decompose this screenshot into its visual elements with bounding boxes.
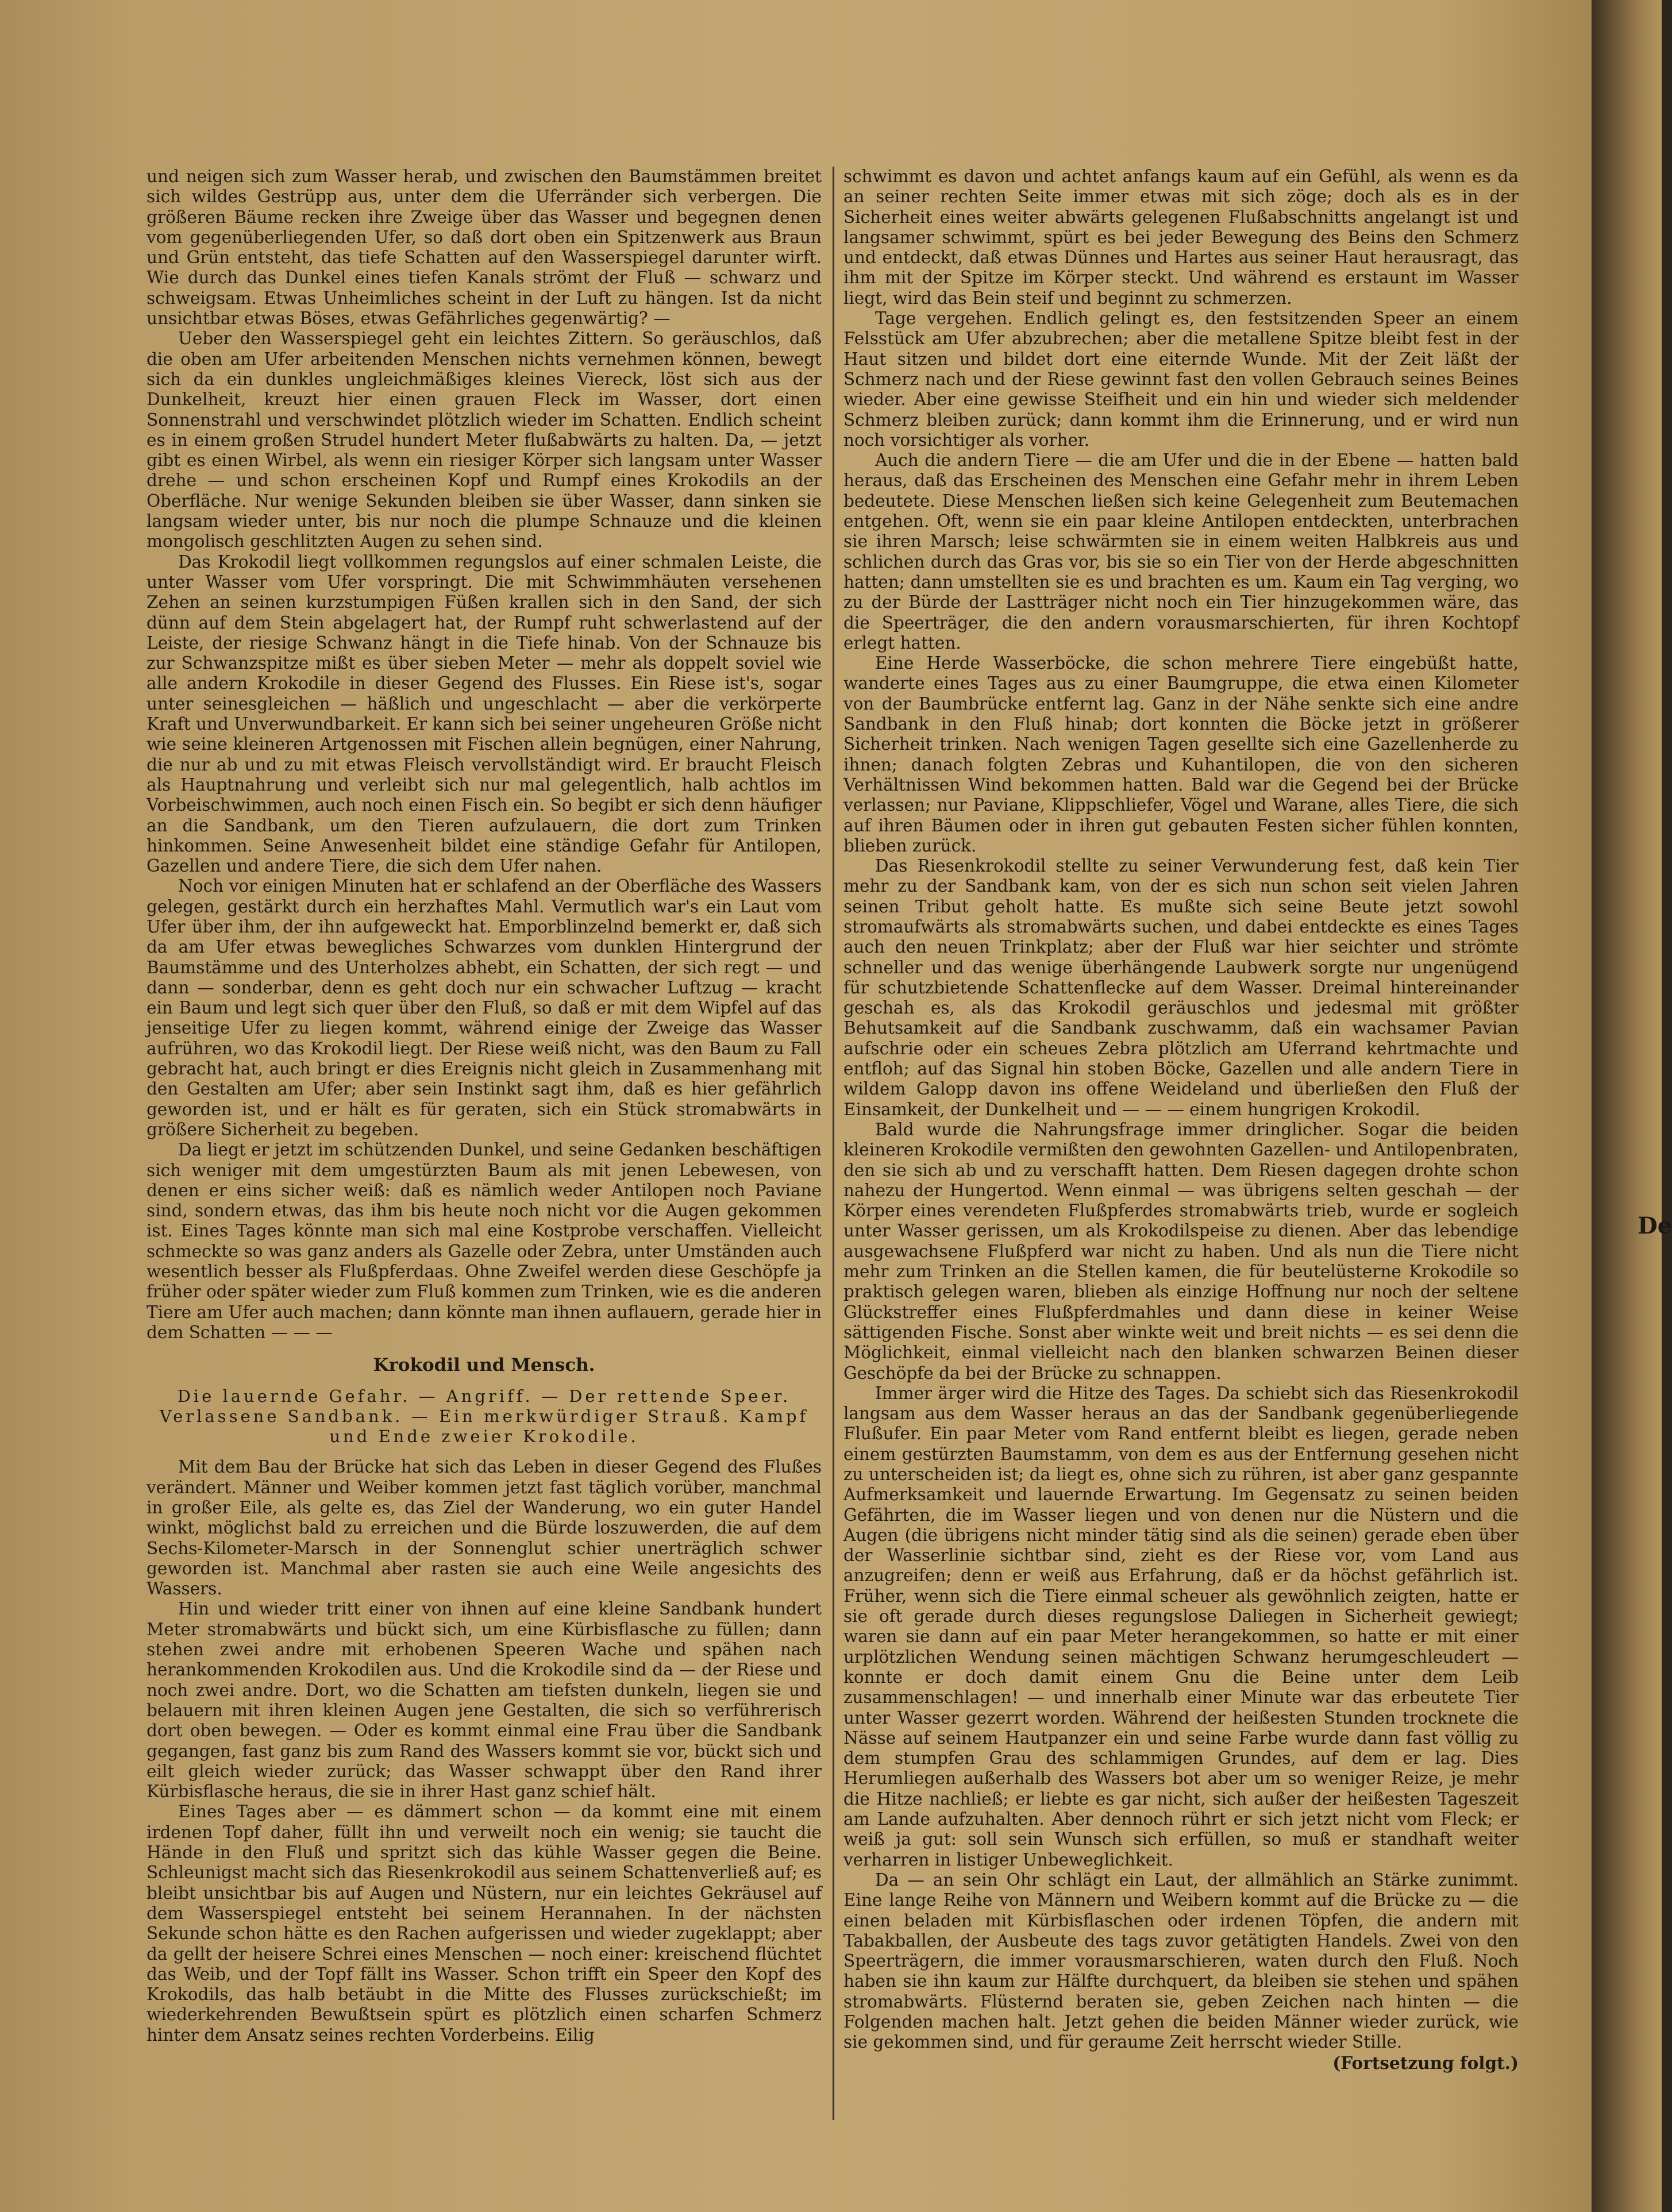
paragraph: Eines Tages aber — es dämmert schon — da kommt eine mit einem irdenen Topf daher, füllt ihn und verweilt noch ein wenig; sie taucht die Hände in den Fluß und spritzt sich das kühle Wasser gegen die Beine. Schleunigst macht sich das Riesenkrokodil aus seinem Schattenverließ auf; es bleibt unsichtbar bis auf Augen und Nüstern, nur ein leichtes Gekräusel auf dem Wasserspiegel entsteht bei seinem Herannahen. In der nächsten Sekunde schon hätte es den Rachen aufgerissen und wieder zugeklappt; aber da gellt der heisere Schrei eines Menschen — noch einer: kreischend flüchtet das Weib, und der Topf fällt ins Wasser. Schon trifft ein Speer den Kopf des Krokodils, das halb betäubt in die Mitte des Flusses zurückschießt; im wiederkehrenden Bewußtsein spürt es plötzlich einen scharfen Schmerz hinter dem Ansatz seines rechten Vorderbeins. Eilig: [147, 1802, 822, 2045]
paragraph: Hin und wieder tritt einer von ihnen auf eine kleine Sandbank hundert Meter stromabwärts und bückt sich, um eine Kürbisflasche zu füllen; dann stehen zwei andre mit erhobenen Speeren Wache und spähen nach herankommenden Krokodilen aus. Und die Krokodile sind da — der Riese und noch zwei andre. Dort, wo die Schatten am tiefsten dunkeln, liegen sie und belauern mit ihren kleinen Augen jene Gestalten, die sich so verführerisch dort oben bewegen. — Oder es kommt einmal eine Frau über die Sandbank gegangen, fast ganz bis zum Rand des Wassers kommt sie vor, bückt sich und eilt gleich wieder zurück; das Wasser schwappt über den Rand ihrer Kürbisflasche heraus, die sie in ihrer Hast ganz schief hält.: [147, 1599, 822, 1802]
paragraph: Das Riesenkrokodil stellte zu seiner Verwunderung fest, daß kein Tier mehr zu der Sandbank kam, von der es sich nun schon seit vielen Jahren seinen Tribut geholt hatte. Es mußte sich seine Beute jetzt sowohl stromaufwärts als stromabwärts suchen, und dabei entdeckte es eines Tages auch den neuen Trinkplatz; aber der Fluß war hier seichter und strömte schneller und das wenige überhängende Laubwerk sorgte nur ungenügend für schutzbietende Schattenflecke auf dem Wasser. Dreimal hintereinander geschah es, als das Krokodil geräuschlos und jedesmal mit größter Behutsamkeit auf die Sandbank zuschwamm, daß ein wachsamer Pavian aufschrie oder ein scheues Zebra plötzlich am Uferrand kehrtmachte und entfloh; auf das Signal hin stoben Böcke, Gazellen und alle andern Tiere in wildem Galopp davon ins offene Weideland und überließen den Fluß der Einsamkeit, der Dunkelheit und — — — einem hungrigen Krokodil.: [843, 856, 1519, 1119]
paragraph: Immer ärger wird die Hitze des Tages. Da schiebt sich das Riesenkrokodil langsam aus dem Wasser heraus an das der Sandbank gegenüberliegende Flußufer. Ein paar Meter vom Rand entfernt bleibt es liegen, gerade neben einem gestürzten Baumstamm, von dem es aus der Entfernung gesehen nicht zu unterscheiden ist; da liegt es, ohne sich zu rühren, ist aber ganz gespannte Aufmerksamkeit und lauernde Erwartung. Im Gegensatz zu seinen beiden Gefährten, die im Wasser liegen und von denen nur die Nüstern und die Augen (die übrigens nicht minder tätig sind als die seinen) gerade eben über der Wasserlinie sichtbar sind, zieht es der Riese vor, vom Land aus anzugreifen; denn er weiß aus Erfahrung, daß er da höchst gefährlich ist. Früher, wenn sich die Tiere einmal scheuer als gewöhnlich zeigten, hatte er sie oft gerade durch dieses regungslose Daliegen in Sicherheit gewiegt; waren sie dann auf ein paar Meter herangekommen, so hatte er mit einer urplötzlichen Wendung seinen mächtigen Schwanz herumgeschleudert — konnte er doch damit einem Gnu die Beine unter dem Leib zusammenschlagen! — und innerhalb einer Minute war das erbeutete Tier unter Wasser gezerrt worden. Während der heißesten Stunden trocknete die Nässe auf seinem Hautpanzer ein und seine Farbe wurde dann fast völlig zu dem stumpfen Grau des schlammigen Grundes, auf dem er lag. Dies Herumliegen außerhalb des Wassers bot aber um so weniger Reize, je mehr die Hitze nachließ; er liebte es gar nicht, sich außer der heißesten Tageszeit am Lande aufzuhalten. Aber dennoch rührt er sich jetzt nicht vom Fleck; er weiß ja gut: soll sein Wunsch sich erfüllen, so muß er standhaft weiter verharren in listiger Unbeweglichkeit.: [843, 1383, 1519, 1870]
paragraph: Ueber den Wasserspiegel geht ein leichtes Zittern. So geräuschlos, daß die oben am Ufer arbeitenden Menschen nichts vernehmen können, bewegt sich da ein dunkles ungleichmäßiges kleines Viereck, löst sich aus der Dunkelheit, kreuzt hier einen grauen Fleck im Wasser, dort einen Sonnenstrahl und verschwindet plötzlich wieder im Schatten. Endlich scheint es in einem großen Strudel hundert Meter flußabwärts zu halten. Da, — jetzt gibt es einen Wirbel, als wenn ein riesiger Körper sich langsam unter Wasser drehe — und schon erscheinen Kopf und Rumpf eines Krokodils an der Oberfläche. Nur wenige Sekunden bleiben sie über Wasser, dann sinken sie langsam wieder unter, bis nur noch die plumpe Schnauze und die kleinen mongolisch geschlitzten Augen zu sehen sind.: [147, 329, 822, 552]
adjacent-page-edge: [1592, 0, 1662, 2212]
paragraph: Mit dem Bau der Brücke hat sich das Leben in dieser Gegend des Flußes verändert. Männer und Weiber kommen jetzt fast täglich vorüber, manchmal in großer Eile, als gelte es, das Ziel der Wanderung, wo ein guter Handel winkt, möglichst bald zu erreichen und die Bürde loszuwerden, die auf dem Sechs-Kilometer-Marsch in der Sonnenglut schier unerträglich schwer geworden ist. Manchmal aber rasten sie auch eine Weile angesichts des Wassers.: [147, 1457, 822, 1599]
left-column: [147, 167, 822, 2045]
paragraph: Da — an sein Ohr schlägt ein Laut, der allmählich an Stärke zunimmt. Eine lange Reihe von Männern und Weibern kommt auf die Brücke zu — die einen beladen mit Kürbisflaschen oder irdenen Töpfen, die andern mit Tabakballen, der Ausbeute des tags zuvor getätigten Handels. Zwei von den Speerträgern, die immer vorausmarschieren, waten durch den Fluß. Noch haben sie ihn kaum zur Hälfte durchquert, da bleiben sie stehen und spähen stromabwärts. Flüsternd beraten sie, geben Zeichen nach hinten — die Folgenden machen halt. Jetzt gehen die beiden Männer wieder zurück, wie sie gekommen sind, und für geraume Zeit herrscht wieder Stille.: [843, 1870, 1519, 2052]
paragraph: Das Krokodil liegt vollkommen regungslos auf einer schmalen Leiste, die unter Wasser vom Ufer vorspringt. Die mit Schwimmhäuten versehenen Zehen an seinen kurzstumpigen Füßen krallen sich in den Sand, der sich dünn auf dem Stein abgelagert hat, der Rumpf ruht schwerlastend auf der Leiste, der riesige Schwanz hängt in die Tiefe hinab. Von der Schnauze bis zur Schwanzspitze mißt es über sieben Meter — mehr als doppelt soviel wie alle andern Krokodile in dieser Gegend des Flusses. Ein Riese ist's, sogar unter seinesgleichen — häßlich und ungeschlacht — aber die verkörperte Kraft und Unverwundbarkeit. Er kann sich bei seiner ungeheuren Größe nicht wie seine kleineren Artgenossen mit Fischen allein begnügen, einer Nahrung, die nur ab und zu mit etwas Fleisch vervollständigt wird. Er braucht Fleisch als Hauptnahrung und verleibt sich nur mal gelegentlich, halb achtlos im Vorbeischwimmen, auch noch einen Fisch ein. So begibt er sich denn häufiger an die Sandbank, um den Tieren aufzulauern, die dort zum Trinken hinkommen. Seine Anwesenheit bildet eine ständige Gefahr für Antilopen, Gazellen und andere Tiere, die sich dem Ufer nahen.: [147, 552, 822, 876]
paragraph: Bald wurde die Nahrungsfrage immer dringlicher. Sogar die beiden kleineren Krokodile vermißten den gewohnten Gazellen- und Antilopenbraten, den sie sich ab und zu verschafft hatten. Dem Riesen dagegen drohte schon nahezu der Hungertod. Wenn einmal — was übrigens selten geschah — der Körper eines verendeten Flußpferdes stromabwärts trieb, wurde er sogleich unter Wasser gerissen, um als Krokodilspeise zu dienen. Aber das lebendige ausgewachsene Flußpferd war nicht zu haben. Und als nun die Tiere nicht mehr zum Trinken an die Stellen kamen, die für beutelüsterne Krokodile so praktisch gelegen waren, blieben als einzige Hoffnung nur noch der seltene Glückstreffer eines Flußpferdmahles und dann diese in keiner Weise sättigenden Fische. Sonst aber winkte weit und breit nichts — es sei denn die Möglichkeit, einmal vielleicht nach den blanken schwarzen Beinen dieser Geschöpfe da bei der Brücke zu schnappen.: [843, 1119, 1519, 1383]
paragraph: Eine Herde Wasserböcke, die schon mehrere Tiere eingebüßt hatte, wanderte eines Tages aus zu einer Baumgruppe, die etwa einen Kilometer von der Baumbrücke entfernt lag. Ganz in der Nähe senkte sich eine andre Sandbank in den Fluß hinab; dort konnten die Böcke jetzt in größerer Sicherheit trinken. Nach wenigen Tagen gesellte sich eine Gazellenherde zu ihnen; danach folgten Zebras und Kuhantilopen, die von den sicheren Verhältnissen Wind bekommen hatten. Bald war die Gegend bei der Brücke verlassen; nur Paviane, Klippschliefer, Vögel und Warane, alles Tiere, die sich auf ihren Bäumen oder in ihren gut gebauten Festen sicher fühlen konnten, blieben zurück.: [843, 653, 1519, 855]
continuation-note: (Fortsetzung folgt.): [1332, 2052, 1519, 2073]
paragraph: und neigen sich zum Wasser herab, und zwischen den Baumstämmen breitet sich wildes Gestrüpp aus, unter dem die Uferränder sich verbergen. Die größeren Bäume recken ihre Zweige über das Wasser und begegnen denen vom gegenüberliegenden Ufer, so daß dort oben ein Spitzenwerk aus Braun und Grün entsteht, das tiefe Schatten auf den Wasserspiegel darunter wirft. Wie durch das Dunkel eines tiefen Kanals strömt der Fluß — schwarz und schweigsam. Etwas Unheimliches scheint in der Luft zu hängen. Ist da nicht unsichtbar etwas Böses, etwas Gefährliches gegenwärtig? —: [147, 167, 822, 329]
section-title: Krokodil und Mensch.: [373, 1355, 595, 1376]
column-rule: [833, 167, 834, 2120]
section-summary: Die lauernde Gefahr. — Angriff. — Der rettende Speer. Verlassene Sandbank. — Ein merkwürdiger Strauß. Kampf und Ende zweier Krokodile.: [159, 1386, 809, 1447]
paragraph: Auch die andern Tiere — die am Ufer und die in der Ebene — hatten bald heraus, daß das Erscheinen des Menschen eine Gefahr mehr in ihrem Leben bedeutete. Diese Menschen ließen sich keine Gelegenheit zum Beutemachen entgehen. Oft, wenn sie ein paar kleine Antilopen entdeckten, unterbrachen sie ihren Marsch; leise schwärmten sie in einem weiten Halbkreis aus und schlichen durch das Gras vor, bis sie so ein Tier von der Herde abgeschnitten hatten; dann umstellten sie es und brachten es um. Kaum ein Tag verging, wo zu der Bürde der Lastträger nicht noch ein Tier hinzugekommen wäre, das die Speerträger, die den andern vorausmarschierten, für ihren Kochtopf erlegt hatten.: [843, 450, 1519, 653]
right-column: [843, 167, 1519, 2073]
adjacent-page-fragment: De: [1638, 1212, 1672, 1239]
paragraph: Noch vor einigen Minuten hat er schlafend an der Oberfläche des Wassers gelegen, gestärkt durch ein herzhaftes Mahl. Vermutlich war's ein Laut vom Ufer über ihm, der ihn aufgeweckt hat. Emporblinzelnd bemerkt er, daß sich da am Ufer etwas bewegliches Schwarzes vom dunklen Hintergrund der Baumstämme und des Unterholzes abhebt, ein Schatten, der sich regt — und dann — sonderbar, denn es geht doch nur ein schwacher Luftzug — kracht ein Baum und legt sich quer über den Fluß, so daß er mit dem Wipfel auf das jenseitige Ufer zu liegen kommt, während einige der Zweige das Wasser aufrühren, wo das Krokodil liegt. Der Riese weiß nicht, was den Baum zu Fall gebracht hat, auch bringt er dies Ereignis nicht gleich in Zusammenhang mit den Gestalten am Ufer; aber sein Instinkt sagt ihm, daß es hier gefährlich geworden ist, und er hält es für geraten, sich ein Stück stromabwärts in größere Sicherheit zu begeben.: [147, 876, 822, 1139]
paragraph: Tage vergehen. Endlich gelingt es, den festsitzenden Speer an einem Felsstück am Ufer abzubrechen; aber die metallene Spitze bleibt fest in der Haut sitzen und bildet dort eine eiternde Wunde. Mit der Zeit läßt der Schmerz nach und der Riese gewinnt fast den vollen Gebrauch seines Beines wieder. Aber eine gewisse Steifheit und ein hin und wieder sich meldender Schmerz bleiben zurück; dann kommt ihm die Erinnerung, und er wird nun noch vorsichtiger als vorher.: [843, 309, 1519, 450]
paragraph: Da liegt er jetzt im schützenden Dunkel, und seine Gedanken beschäftigen sich weniger mit dem umgestürzten Baum als mit jenen Lebewesen, von denen er eins sicher weiß: daß es nämlich weder Antilopen noch Paviane sind, sondern etwas, das ihm bis heute noch nicht vor die Augen gekommen ist. Eines Tages könnte man sich mal eine Kostprobe verschaffen. Vielleicht schmeckte so was ganz anders als Gazelle oder Zebra, unter Umständen auch wesentlich besser als Flußpferdaas. Ohne Zweifel werden diese Geschöpfe ja früher oder später wieder zum Fluß kommen zum Trinken, wie es die anderen Tiere am Ufer auch machen; dann könnte man ihnen auflauern, gerade hier in dem Schatten — — —: [147, 1140, 822, 1342]
paragraph: schwimmt es davon und achtet anfangs kaum auf ein Gefühl, als wenn es da an seiner rechten Seite immer etwas mit sich zöge; doch als es in der Sicherheit eines weiter abwärts gelegenen Flußabschnitts angelangt ist und langsamer schwimmt, spürt es bei jeder Bewegung des Beins den Schmerz und entdeckt, daß etwas Dünnes und Hartes aus seiner Haut herausragt, das ihm mit der Spitze im Körper steckt. Und während es erstaunt im Wasser liegt, wird das Bein steif und beginnt zu schmerzen.: [843, 167, 1519, 308]
